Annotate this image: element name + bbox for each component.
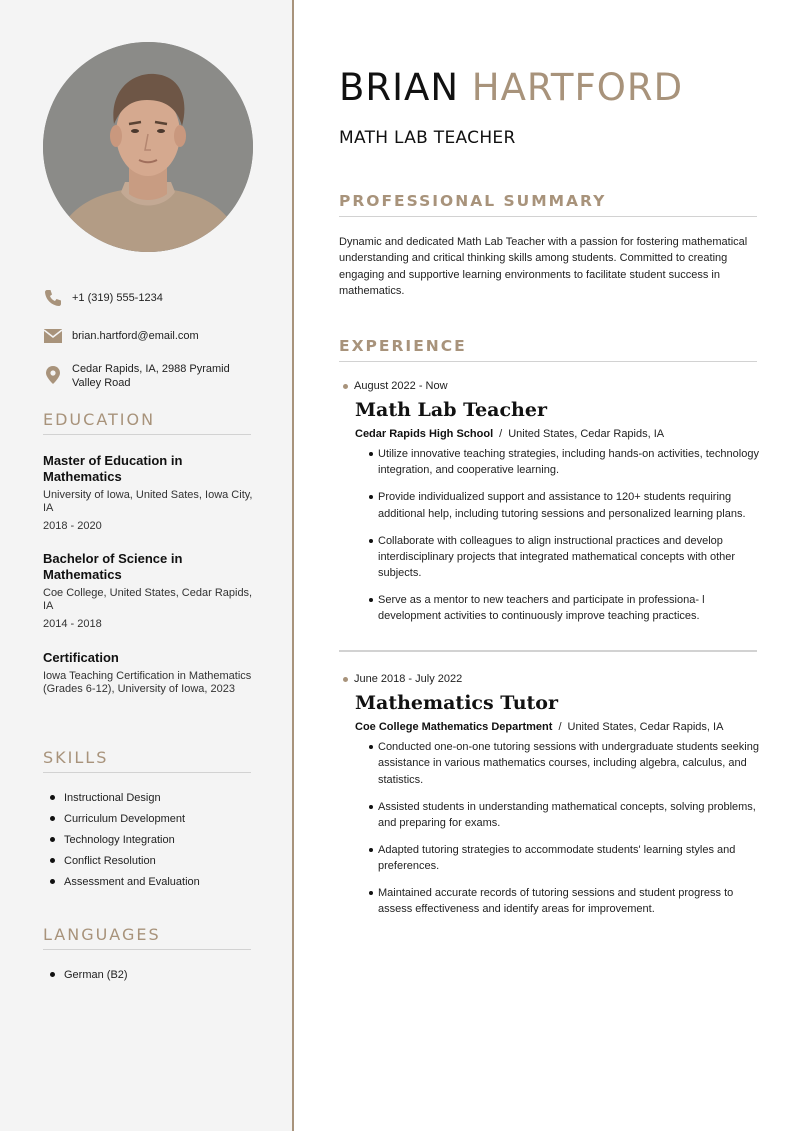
experience-heading: EXPERIENCE <box>339 337 757 362</box>
list-item: Adapted tutoring strategies to accommodate students' learning styles and preferences. <box>369 842 769 875</box>
email-address: brian.hartford@email.com <box>72 330 199 342</box>
list-item: Collaborate with colleagues to align instructional practices and develop interdisciplinary projects that integrated mathematical concepts with other subjects. <box>369 533 769 582</box>
degree-title: Bachelor of Science in Mathematics <box>43 551 183 582</box>
job-bullets <box>369 446 769 625</box>
list-item: Assessment and Evaluation <box>50 871 200 892</box>
list-item: Instructional Design <box>50 787 200 808</box>
skills-heading: SKILLS <box>43 748 251 773</box>
education-item <box>43 453 253 532</box>
job-role: Mathematics Tutor <box>355 692 558 714</box>
phone-number: +1 (319) 555-1234 <box>72 292 163 304</box>
phone-icon <box>43 288 63 308</box>
experience-entry <box>339 672 769 928</box>
job-dates <box>339 672 769 686</box>
job-location: United States, Cedar Rapids, IA <box>567 721 724 733</box>
list-item: Assisted students in understanding mathematical concepts, solving problems, and preparing for exams. <box>369 799 769 832</box>
list-item: Curriculum Development <box>50 808 200 829</box>
languages-list <box>50 964 128 985</box>
school-name: Coe College, United States, Cedar Rapids, IA <box>43 587 253 612</box>
summary-heading: PROFESSIONAL SUMMARY <box>339 192 757 217</box>
school-name: University of Iowa, United Sates, Iowa City, IA <box>43 489 253 514</box>
list-item: Serve as a mentor to new teachers and participate in professiona- l development activities to continuously improve teaching practices. <box>369 592 769 625</box>
education-years: 2018 - 2020 <box>43 520 102 532</box>
certification-details: Iowa Teaching Certification in Mathematics (Grades 6-12), University of Iowa, 2023 <box>43 670 252 695</box>
envelope-icon <box>43 326 63 346</box>
education-heading: EDUCATION <box>43 410 251 435</box>
list-item: Provide individualized support and assistance to 120+ students requiring additional help, including tutoring sessions and personalized learning plans. <box>369 489 769 522</box>
contact-phone <box>43 288 247 308</box>
date-range: June 2018 - July 2022 <box>354 673 463 685</box>
profile-photo <box>43 42 253 252</box>
location-pin-icon <box>43 365 63 385</box>
skills-list <box>50 787 200 892</box>
degree-title: Certification <box>43 650 119 665</box>
job-location: United States, Cedar Rapids, IA <box>508 428 665 440</box>
job-organization <box>355 721 769 733</box>
education-item <box>43 650 253 696</box>
timeline-dot <box>343 677 348 682</box>
company-name: Cedar Rapids High School <box>355 428 494 440</box>
separator: / <box>558 721 562 733</box>
list-item: Technology Integration <box>50 829 200 850</box>
list-item: Maintained accurate records of tutoring sessions and student progress to assess effectiveness and identify areas for improvement. <box>369 885 769 918</box>
languages-heading: LANGUAGES <box>43 925 251 950</box>
education-item <box>43 551 253 630</box>
experience-entry <box>339 379 769 635</box>
list-item: Conflict Resolution <box>50 850 200 871</box>
sidebar <box>0 0 294 1131</box>
list-item: Utilize innovative teaching strategies, including hands-on activities, technology integration, and cooperative learning. <box>369 446 769 479</box>
summary-text: Dynamic and dedicated Math Lab Teacher with a passion for fostering mathematical understanding and critical thinking skills among students. Committed to creating engaging and supportive learning environments to facilitate student success in mathematics. <box>339 236 748 297</box>
list-item: German (B2) <box>50 964 128 985</box>
company-name: Coe College Mathematics Department <box>355 721 553 733</box>
street-address: Cedar Rapids, IA, 2988 Pyramid Valley Road <box>72 363 230 389</box>
degree-title: Master of Education in Mathematics <box>43 453 183 484</box>
job-bullets <box>369 739 769 918</box>
job-dates <box>339 379 769 393</box>
contact-email <box>43 326 247 346</box>
divider <box>339 650 757 652</box>
job-title: MATH LAB TEACHER <box>339 128 516 148</box>
timeline-dot <box>343 384 348 389</box>
last-name: HARTFORD <box>471 66 684 109</box>
first-name: BRIAN <box>339 66 459 109</box>
candidate-name <box>339 66 683 109</box>
education-years: 2014 - 2018 <box>43 618 102 630</box>
list-item: Conducted one-on-one tutoring sessions with undergraduate students seeking assistance in various mathematics courses, including algebra, calculus, and statistics. <box>369 739 769 788</box>
job-role: Math Lab Teacher <box>355 399 547 421</box>
job-organization <box>355 428 769 440</box>
contact-address <box>43 363 247 390</box>
separator: / <box>499 428 503 440</box>
date-range: August 2022 - Now <box>354 380 448 392</box>
